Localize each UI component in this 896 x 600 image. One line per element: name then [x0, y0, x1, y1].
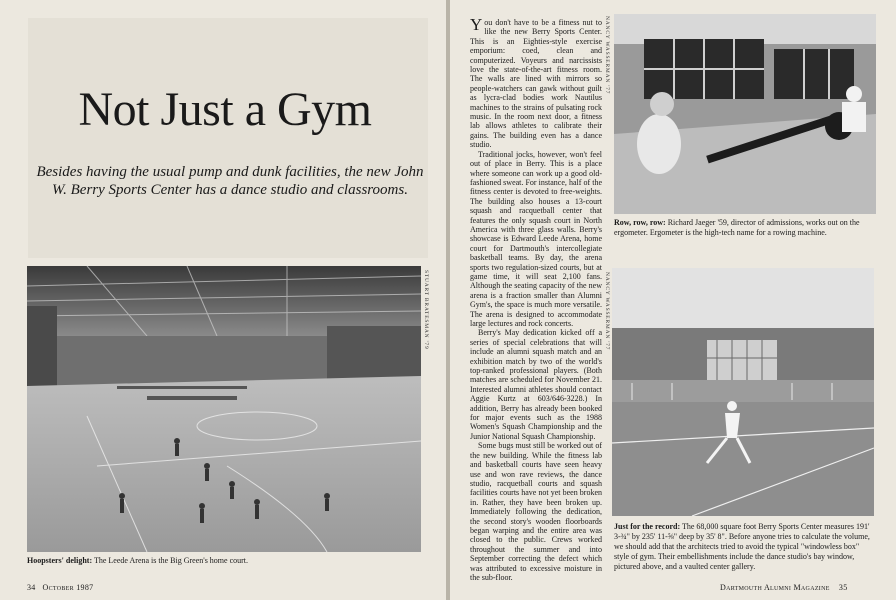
caption-lead: Hoopsters' delight: — [27, 556, 93, 565]
article-headline: Not Just a Gym — [78, 83, 372, 136]
building-caption-text: The 68,000 square foot Berry Sports Center measures 191' 3-¾" by 235' 11-⅝" deep by 35' 8". Before anyone tries to calculate the volume, we should add that the architects tried to avoid the typical "windowless box" style of gym. Their embellishments include the dance studio's bay window, pictured above, and a vaulted center gallery. — [614, 522, 870, 571]
article-deck: Besides having the usual pump and dunk facilities, the new John W. Berry Sports Center has a dance studio and classrooms. — [36, 164, 424, 198]
rowing-photo — [614, 14, 876, 214]
issue-date: October 1987 — [42, 583, 94, 592]
left-folio — [27, 583, 93, 592]
headline-panel — [28, 18, 428, 258]
caption-text: The Leede Arena is the Big Green's home court. — [92, 556, 249, 565]
building-photo-caption — [614, 522, 876, 572]
arena-photo-caption — [27, 556, 427, 566]
magazine-name: Dartmouth Alumni Magazine — [720, 583, 830, 592]
right-page-number: 35 — [838, 583, 848, 592]
paragraph-1-text: ou don't have to be a fitness nut to like the new Berry Sports Center. This is an Eighties-style exercise emporium: coed, clean and computerized. Voyeurs and narcissists love the state-of-the-art fitness room. The walls are lined with mirrors so people-watchers can gawk without guilt as lycra-clad bodies work Nautilus machines to the strains of pulsating rock music. In the room next door, a fitness lab allows athletes to calibrate their gains. The building even has a dance studio. — [470, 18, 602, 150]
rowing-caption-text: Richard Jaeger '59, director of admissions, works out on the ergometer. Ergometer is the high-tech name for a rowing machine. — [614, 218, 860, 237]
building-photo — [612, 268, 874, 516]
paragraph-1 — [470, 15, 602, 150]
right-folio — [720, 583, 848, 592]
rowing-caption-lead: Row, row, row: — [614, 218, 666, 227]
left-page-number: 34 — [27, 583, 36, 592]
building-caption-lead: Just for the record: — [614, 522, 681, 531]
rowing-photo-caption — [614, 218, 876, 238]
rowing-photo-credit: NANCY WASSERMAN '77 — [604, 16, 610, 95]
paragraph-3: Berry's May dedication kicked off a series of special celebrations that will include an alumni squash match and an exhibition match by two of the world's top-ranked professional players. (Both matches are scheduled for November 21. Interested alumni athletes should contact Aggie Kurtz at 603/646-3228.) In addition, Berry has already been booked for major events such as the 1988 Women's Squash Championship and the Junior National Squash Championship. — [470, 328, 602, 441]
paragraph-4: Some bugs must still be worked out of the new building. While the fitness lab and basketball courts have seen heavy use and won rave reviews, the dance studio, racquetball courts and squash facilities courts have not yet been broken in. Rather, they have been broken up. Immediately following the dedication, the second story's wooden floorboards began warping and the entire area was closed to the public. Crews worked throughout the summer and into September correcting the defect which was attributed to excessive moisture in the sub-floor. — [470, 441, 602, 582]
article-body — [470, 15, 602, 582]
arena-photo — [27, 266, 421, 552]
paragraph-2: Traditional jocks, however, won't feel out of place in Berry. This is a place where someone can work up a good old-fashioned sweat. For instance, half of the fitness center is devoted to free-weights. The building also houses a 13-court squash and racquetball center that features the only squash court in North America with three glass walls. Berry's showcase is Edward Leede Arena, home court for Dartmouth's intercollegiate basketball teams. By day, the arena sports two regulation-sized courts, but at game time, it will seat 2,100 fans. Although the seating capacity of the new arena is a fraction smaller than Alumni Gym's, the space is much more versatile. The arena is designed to accommodate large lectures and rock concerts. — [470, 149, 602, 328]
arena-photo-credit: STUART BRATESMAN '79 — [423, 270, 429, 350]
drop-cap: Y — [470, 15, 483, 34]
building-photo-credit: NANCY WASSERMAN '77 — [604, 272, 610, 351]
